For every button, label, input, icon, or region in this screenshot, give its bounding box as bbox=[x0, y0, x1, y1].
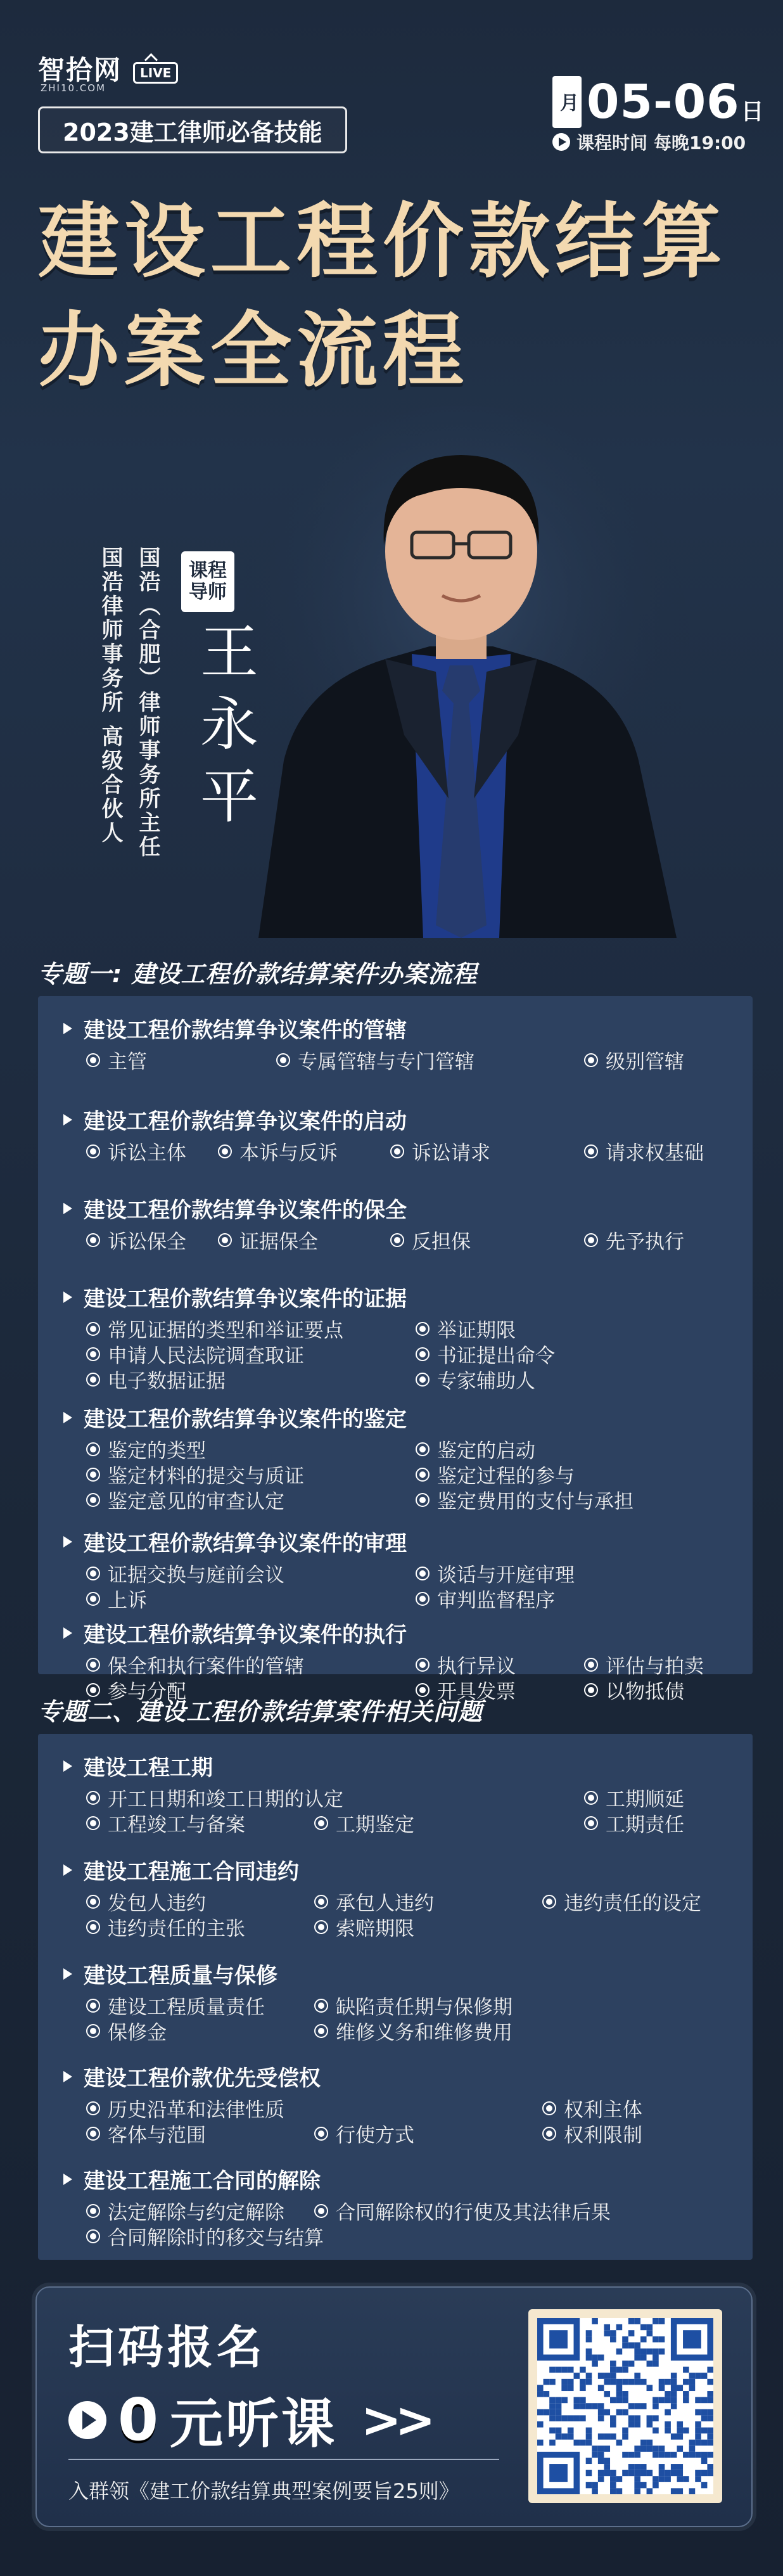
topic-item bbox=[416, 1314, 516, 1343]
topic-heading-text: 建设工程施工合同违约 bbox=[84, 1859, 299, 1885]
topic-item-text: 法定解除与约定解除 bbox=[108, 2201, 284, 2224]
topic-item-text: 缺陷责任期与保修期 bbox=[336, 1996, 512, 2019]
topic-heading-text: 建设工程价款优先受偿权 bbox=[84, 2066, 321, 2091]
topic-item bbox=[314, 1991, 512, 2020]
topic-item bbox=[86, 2094, 284, 2122]
topic-item-text: 违约责任的设定 bbox=[564, 1892, 701, 1915]
topic-item bbox=[218, 1137, 338, 1165]
topic-item-text: 审判监督程序 bbox=[437, 1589, 555, 1612]
topic-item-text: 诉讼请求 bbox=[412, 1142, 490, 1165]
topic-item-text: 行使方式 bbox=[336, 2124, 414, 2147]
brand-logo bbox=[38, 49, 178, 94]
topic-item-text: 违约责任的主张 bbox=[108, 1918, 245, 1940]
topic-item-text: 诉讼保全 bbox=[108, 1231, 186, 1253]
topic-item bbox=[416, 1435, 535, 1463]
topic-heading bbox=[63, 1854, 299, 1885]
section1-title: 专题一: 建设工程价款结算案件办案流程 bbox=[38, 960, 478, 988]
radio-dot-icon bbox=[314, 1920, 328, 1934]
topic-item-text: 鉴定材料的提交与质证 bbox=[108, 1465, 304, 1488]
topic-item bbox=[416, 1485, 633, 1514]
qr-code[interactable] bbox=[528, 2309, 722, 2503]
main-title-line1: 建设工程价款结算 bbox=[38, 195, 728, 289]
group-bonus-note: 入群领《建工价款结算典型案例要旨25则》 bbox=[68, 2479, 459, 2503]
topic-item-text: 合同解除时的移交与结算 bbox=[108, 2227, 324, 2250]
time-label: 课程时间 bbox=[576, 132, 648, 153]
topic-item bbox=[314, 2119, 414, 2148]
topic-item-text: 工期顺延 bbox=[606, 1788, 684, 1811]
topic-item bbox=[86, 1485, 284, 1514]
topic-item bbox=[584, 1046, 684, 1074]
topic-item-text: 鉴定的启动 bbox=[437, 1440, 535, 1463]
radio-dot-icon bbox=[416, 1493, 430, 1507]
topic-heading-text: 建设工程工期 bbox=[84, 1755, 213, 1781]
topic-item-text: 开具发票 bbox=[437, 1681, 516, 1703]
topic-item bbox=[276, 1046, 474, 1074]
radio-dot-icon bbox=[314, 1895, 328, 1909]
topic-item-text: 维修义务和维修费用 bbox=[336, 2022, 512, 2044]
radio-dot-icon bbox=[314, 2024, 328, 2038]
radio-dot-icon bbox=[416, 1347, 430, 1361]
topic-item bbox=[390, 1226, 471, 1254]
topic-item bbox=[584, 1783, 684, 1812]
triangle-bullet-icon bbox=[63, 1760, 72, 1772]
triangle-bullet-icon bbox=[63, 1536, 72, 1548]
radio-dot-icon bbox=[86, 1322, 100, 1336]
topic-item-text: 建设工程质量责任 bbox=[108, 1996, 265, 2019]
radio-dot-icon bbox=[416, 1322, 430, 1336]
radio-dot-icon bbox=[86, 1373, 100, 1387]
free-listen-text: 元听课 bbox=[170, 2393, 338, 2455]
topic-heading bbox=[63, 1281, 407, 1312]
radio-dot-icon bbox=[86, 1442, 100, 1456]
radio-dot-icon bbox=[314, 1999, 328, 2013]
radio-dot-icon bbox=[86, 1468, 100, 1482]
triangle-bullet-icon bbox=[63, 1968, 72, 1980]
topic-item bbox=[314, 1913, 414, 1941]
topic-item bbox=[390, 1137, 490, 1165]
section2-title: 专题二、建设工程价款结算案件相关问题 bbox=[38, 1698, 483, 1726]
topic-heading bbox=[63, 1750, 213, 1781]
topic-item-text: 先予执行 bbox=[606, 1231, 684, 1253]
radio-dot-icon bbox=[416, 1592, 430, 1606]
teacher-org1: 国浩律师事务所 高级合伙人 bbox=[98, 546, 123, 845]
topic-item bbox=[86, 2222, 324, 2250]
radio-dot-icon bbox=[542, 1895, 556, 1909]
topic-item bbox=[86, 1650, 304, 1679]
radio-dot-icon bbox=[416, 1567, 430, 1580]
triangle-bullet-icon bbox=[63, 1114, 72, 1125]
topic-item bbox=[218, 1226, 318, 1254]
topic-item bbox=[416, 1365, 535, 1394]
date-suffix: 日 bbox=[741, 98, 764, 125]
radio-dot-icon bbox=[86, 1999, 100, 2013]
topic-item-text: 本诉与反诉 bbox=[239, 1142, 338, 1165]
radio-dot-icon bbox=[86, 1233, 100, 1247]
course-time bbox=[552, 129, 746, 155]
topic-item bbox=[314, 1809, 414, 1837]
topic-item bbox=[86, 1584, 147, 1613]
topic-item bbox=[314, 2016, 512, 2045]
topic-item bbox=[86, 1340, 304, 1368]
topic-item-text: 鉴定意见的审查认定 bbox=[108, 1490, 284, 1513]
topic-item-text: 历史沿革和法律性质 bbox=[108, 2099, 284, 2122]
topic-item-text: 反担保 bbox=[412, 1231, 471, 1253]
topic-item-text: 鉴定过程的参与 bbox=[437, 1465, 575, 1488]
topic-item bbox=[542, 2119, 642, 2148]
topic-item bbox=[86, 1137, 186, 1165]
topic-heading-text: 建设工程施工合同的解除 bbox=[84, 2169, 321, 2194]
radio-dot-icon bbox=[86, 1816, 100, 1830]
topic-heading-text: 建设工程价款结算争议案件的保全 bbox=[84, 1198, 407, 1223]
teacher-orgs bbox=[95, 546, 163, 859]
topic-item bbox=[314, 2196, 611, 2225]
play-icon bbox=[68, 2401, 106, 2439]
topic-heading-text: 建设工程价款结算争议案件的启动 bbox=[84, 1109, 407, 1134]
topic-item-text: 证据交换与庭前会议 bbox=[108, 1564, 284, 1587]
topic-item bbox=[584, 1650, 704, 1679]
radio-dot-icon bbox=[86, 1567, 100, 1580]
topic-item-text: 权利主体 bbox=[564, 2099, 642, 2122]
radio-dot-icon bbox=[390, 1233, 404, 1247]
radio-dot-icon bbox=[584, 1816, 598, 1830]
radio-dot-icon bbox=[86, 1791, 100, 1805]
topic-heading bbox=[63, 1104, 407, 1135]
qr-code-image bbox=[537, 2318, 713, 2494]
topic-item-text: 索赔期限 bbox=[336, 1918, 414, 1940]
topic-heading-text: 建设工程价款结算争议案件的管辖 bbox=[84, 1018, 407, 1043]
radio-dot-icon bbox=[86, 2204, 100, 2218]
topic-item-text: 申请人民法院调查取证 bbox=[108, 1345, 304, 1368]
radio-dot-icon bbox=[390, 1144, 404, 1158]
topic-item bbox=[86, 2119, 206, 2148]
topic-item-text: 评估与拍卖 bbox=[606, 1655, 704, 1678]
topic-heading-text: 建设工程价款结算争议案件的证据 bbox=[84, 1286, 407, 1312]
radio-dot-icon bbox=[86, 2024, 100, 2038]
radio-dot-icon bbox=[314, 2127, 328, 2141]
price-zero: 0 bbox=[118, 2386, 159, 2454]
course-tag: 2023建工律师必备技能 bbox=[38, 106, 347, 153]
topic-heading bbox=[63, 2163, 321, 2195]
radio-dot-icon bbox=[416, 1468, 430, 1482]
main-title-line2: 办案全流程 bbox=[38, 304, 469, 398]
topic-heading-text: 建设工程价款结算争议案件的审理 bbox=[84, 1531, 407, 1556]
radio-dot-icon bbox=[86, 1592, 100, 1606]
topic-item bbox=[86, 2016, 167, 2045]
triangle-bullet-icon bbox=[63, 1291, 72, 1303]
divider bbox=[68, 2459, 499, 2460]
triangle-bullet-icon bbox=[63, 1627, 72, 1639]
topic-heading bbox=[63, 1526, 407, 1557]
topic-item bbox=[416, 1340, 555, 1368]
radio-dot-icon bbox=[584, 1144, 598, 1158]
topic-item bbox=[584, 1676, 684, 1704]
topic-item-text: 承包人违约 bbox=[336, 1892, 434, 1915]
logo-site: ZHI10.COM bbox=[41, 82, 106, 94]
radio-dot-icon bbox=[86, 1053, 100, 1067]
topic-item-text: 开工日期和竣工日期的认定 bbox=[108, 1788, 343, 1811]
radio-dot-icon bbox=[86, 2101, 100, 2115]
radio-dot-icon bbox=[86, 1895, 100, 1909]
radio-dot-icon bbox=[86, 1920, 100, 1934]
topic-item-text: 合同解除权的行使及其法律后果 bbox=[336, 2201, 611, 2224]
radio-dot-icon bbox=[416, 1373, 430, 1387]
radio-dot-icon bbox=[218, 1144, 232, 1158]
topic-item-text: 谈话与开庭审理 bbox=[437, 1564, 575, 1587]
topic-item bbox=[86, 1365, 226, 1394]
topic-item bbox=[314, 1887, 434, 1916]
radio-dot-icon bbox=[86, 2229, 100, 2243]
topic-item bbox=[542, 1887, 701, 1916]
radio-dot-icon bbox=[86, 2127, 100, 2141]
topic-item bbox=[86, 1314, 343, 1343]
topic-item bbox=[416, 1650, 516, 1679]
topic-item bbox=[86, 1435, 206, 1463]
topic-item-text: 证据保全 bbox=[239, 1231, 318, 1253]
topic-item bbox=[86, 1046, 147, 1074]
topic-item bbox=[86, 1783, 343, 1812]
radio-dot-icon bbox=[584, 1683, 598, 1697]
topic-item-text: 请求权基础 bbox=[606, 1142, 704, 1165]
topic-heading bbox=[63, 1402, 407, 1433]
topic-item-text: 参与分配 bbox=[108, 1681, 186, 1703]
topic-heading bbox=[63, 1193, 407, 1224]
topic-item-text: 发包人违约 bbox=[108, 1892, 206, 1915]
topic-item-text: 主管 bbox=[108, 1051, 147, 1073]
signup-title: 扫码报名 bbox=[68, 2321, 267, 2374]
triangle-bullet-icon bbox=[63, 1203, 72, 1214]
topic-item-text: 以物抵债 bbox=[606, 1681, 684, 1703]
teacher-name: 王永平 bbox=[191, 621, 258, 838]
triangle-bullet-icon bbox=[63, 1864, 72, 1876]
topic-item-text: 执行异议 bbox=[437, 1655, 516, 1678]
section1-panel bbox=[38, 996, 753, 1703]
topic-item-text: 书证提出命令 bbox=[437, 1345, 555, 1368]
topic-heading bbox=[63, 2061, 321, 2092]
topic-item-text: 上诉 bbox=[108, 1589, 147, 1612]
topic-heading bbox=[63, 1617, 407, 1648]
radio-dot-icon bbox=[86, 1347, 100, 1361]
topic-heading-text: 建设工程质量与保修 bbox=[84, 1963, 277, 1989]
topic-item bbox=[86, 1809, 245, 1837]
radio-dot-icon bbox=[584, 1233, 598, 1247]
radio-dot-icon bbox=[314, 2204, 328, 2218]
teacher-role-badge: 课程导师 bbox=[181, 551, 234, 612]
topic-item bbox=[416, 1584, 555, 1613]
live-badge: LIVE bbox=[133, 62, 178, 84]
radio-dot-icon bbox=[86, 1658, 100, 1672]
radio-dot-icon bbox=[542, 2127, 556, 2141]
topic-item-text: 权利限制 bbox=[564, 2124, 642, 2147]
date-days: 05-06 bbox=[587, 75, 740, 129]
topic-item bbox=[86, 1226, 186, 1254]
topic-item-text: 电子数据证据 bbox=[108, 1370, 226, 1393]
topic-item-text: 保修金 bbox=[108, 2022, 167, 2044]
topic-item bbox=[86, 2196, 284, 2225]
radio-dot-icon bbox=[218, 1233, 232, 1247]
topic-item-text: 诉讼主体 bbox=[108, 1142, 186, 1165]
radio-dot-icon bbox=[584, 1053, 598, 1067]
radio-dot-icon bbox=[584, 1658, 598, 1672]
topic-item-text: 保全和执行案件的管辖 bbox=[108, 1655, 304, 1678]
topic-heading bbox=[63, 1013, 407, 1044]
topic-item-text: 工期鉴定 bbox=[336, 1814, 414, 1836]
play-icon bbox=[552, 133, 570, 151]
radio-dot-icon bbox=[416, 1658, 430, 1672]
topic-item-text: 鉴定费用的支付与承担 bbox=[437, 1490, 633, 1513]
topic-item bbox=[416, 1460, 575, 1489]
topic-item-text: 工期责任 bbox=[606, 1814, 684, 1836]
topic-item bbox=[86, 1887, 206, 1916]
free-listen-row bbox=[68, 2381, 429, 2458]
logo-text: 智拾网 bbox=[38, 54, 122, 86]
double-arrow-icon: >> bbox=[361, 2392, 430, 2448]
topic-item-text: 专属管辖与专门管辖 bbox=[298, 1051, 474, 1073]
time-value: 每晚19:00 bbox=[654, 132, 746, 153]
topic-item bbox=[86, 1991, 265, 2020]
topic-item-text: 鉴定的类型 bbox=[108, 1440, 206, 1463]
topic-item-text: 级别管辖 bbox=[606, 1051, 684, 1073]
triangle-bullet-icon bbox=[63, 2071, 72, 2082]
date-month: 月 bbox=[552, 76, 582, 128]
radio-dot-icon bbox=[276, 1053, 290, 1067]
radio-dot-icon bbox=[86, 1493, 100, 1507]
topic-item bbox=[584, 1226, 684, 1254]
topic-item-text: 专家辅助人 bbox=[437, 1370, 535, 1393]
radio-dot-icon bbox=[86, 1144, 100, 1158]
teacher-org2: 国浩（合肥）律师事务所主任 bbox=[135, 546, 160, 859]
section2-panel bbox=[38, 1734, 753, 2260]
radio-dot-icon bbox=[584, 1791, 598, 1805]
triangle-bullet-icon bbox=[63, 2174, 72, 2185]
signup-card[interactable] bbox=[35, 2286, 753, 2527]
topic-heading-text: 建设工程价款结算争议案件的执行 bbox=[84, 1622, 407, 1648]
topic-item-text: 客体与范围 bbox=[108, 2124, 206, 2147]
radio-dot-icon bbox=[542, 2101, 556, 2115]
topic-item bbox=[86, 1460, 304, 1489]
topic-item bbox=[416, 1559, 575, 1587]
course-date bbox=[552, 75, 764, 129]
topic-item bbox=[86, 1913, 245, 1941]
topic-heading bbox=[63, 1958, 277, 1989]
triangle-bullet-icon bbox=[63, 1412, 72, 1423]
triangle-bullet-icon bbox=[63, 1023, 72, 1034]
topic-item bbox=[584, 1809, 684, 1837]
teacher-photo bbox=[246, 406, 727, 938]
radio-dot-icon bbox=[416, 1442, 430, 1456]
topic-item bbox=[584, 1137, 704, 1165]
topic-item bbox=[86, 1559, 284, 1587]
topic-item-text: 常见证据的类型和举证要点 bbox=[108, 1319, 343, 1342]
topic-item-text: 工程竣工与备案 bbox=[108, 1814, 245, 1836]
topic-item bbox=[542, 2094, 642, 2122]
topic-item-text: 举证期限 bbox=[437, 1319, 516, 1342]
topic-heading-text: 建设工程价款结算争议案件的鉴定 bbox=[84, 1407, 407, 1432]
radio-dot-icon bbox=[314, 1816, 328, 1830]
